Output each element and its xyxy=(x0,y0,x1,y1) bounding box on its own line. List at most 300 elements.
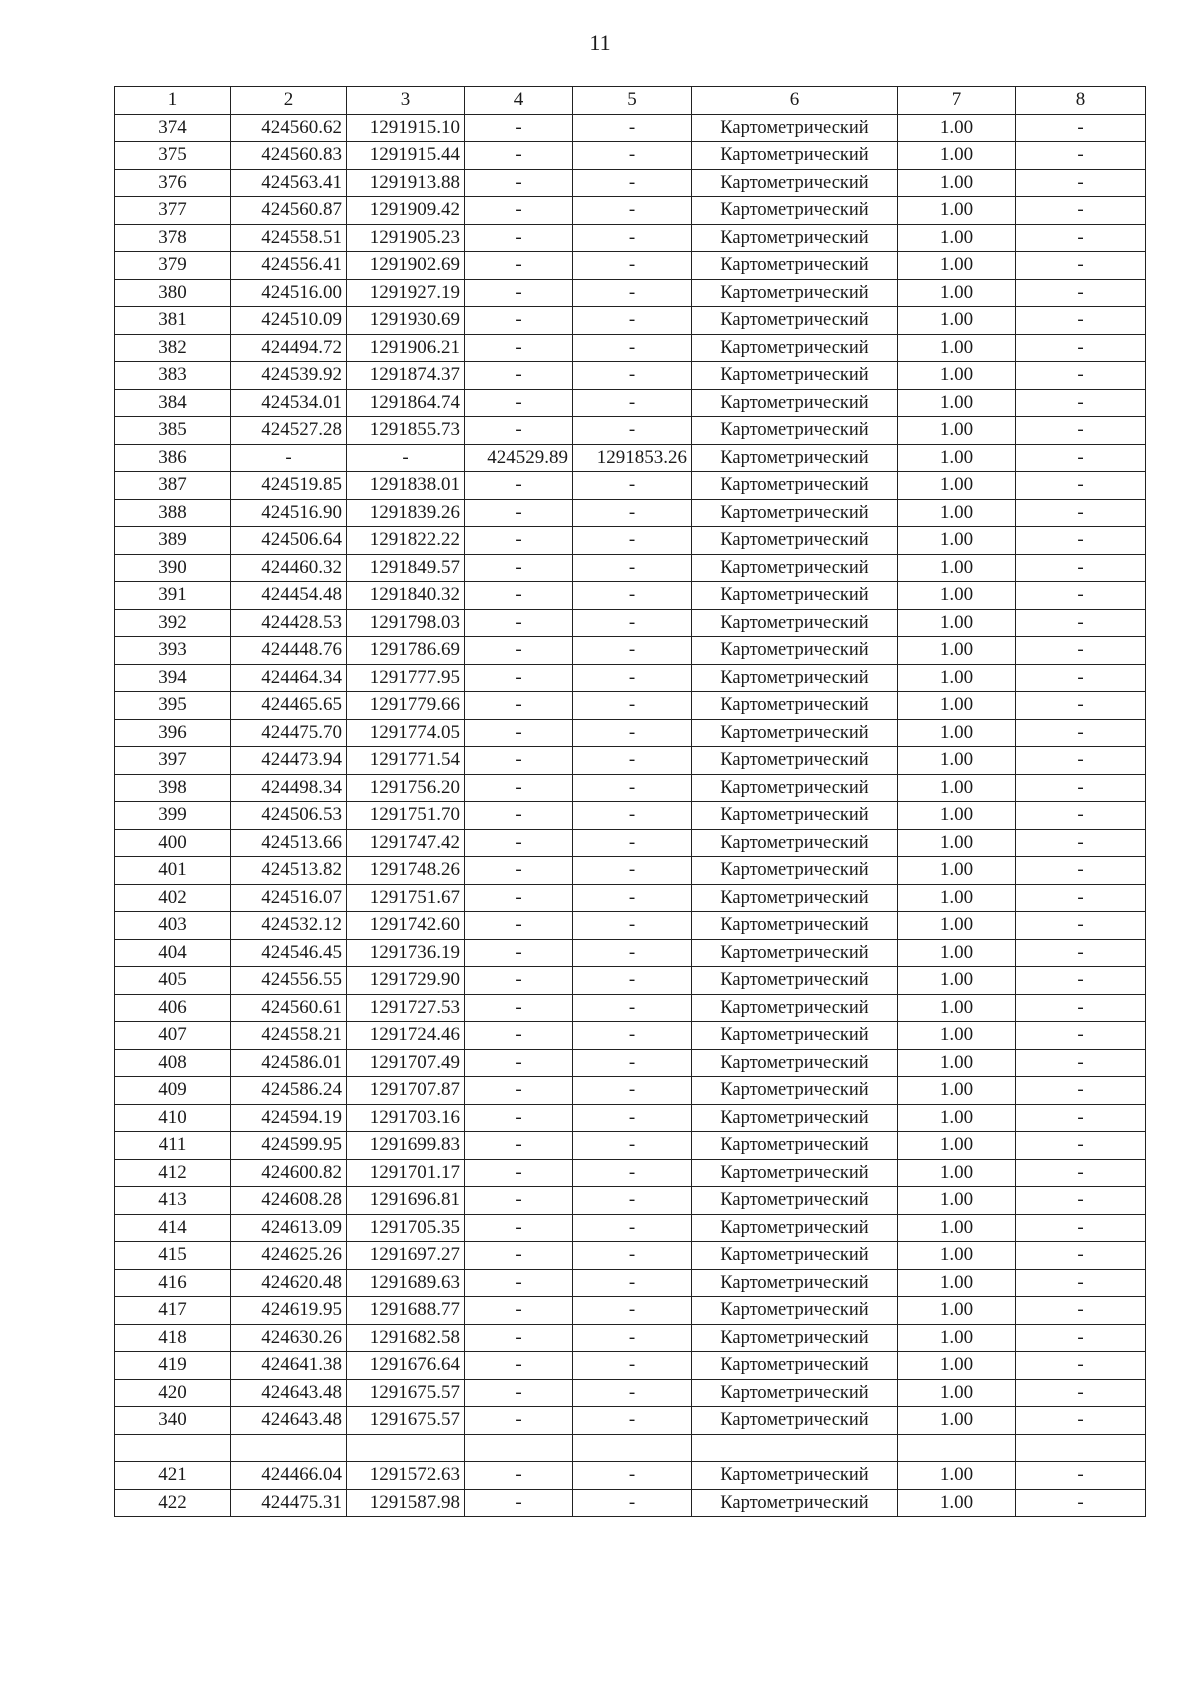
table-cell: 424641.38 xyxy=(231,1352,347,1380)
table-cell: 1.00 xyxy=(898,884,1016,912)
table-cell: Картометрический xyxy=(692,829,898,857)
table-cell: 1291705.35 xyxy=(347,1214,465,1242)
table-cell: - xyxy=(573,1489,692,1517)
table-cell: - xyxy=(573,692,692,720)
table-row xyxy=(115,1379,1146,1407)
table-cell: 374 xyxy=(115,114,231,142)
table-row xyxy=(115,1434,1146,1462)
table-cell: 1.00 xyxy=(898,527,1016,555)
table-cell: 1291771.54 xyxy=(347,747,465,775)
table-cell: 404 xyxy=(115,939,231,967)
table-cell: Картометрический xyxy=(692,1379,898,1407)
table-cell: - xyxy=(573,472,692,500)
table-cell: 383 xyxy=(115,362,231,390)
table-cell: - xyxy=(573,637,692,665)
table-cell xyxy=(231,1434,347,1462)
table-cell: - xyxy=(1016,1324,1146,1352)
table-cell: - xyxy=(573,774,692,802)
table-cell: 380 xyxy=(115,279,231,307)
table-cell: 424519.85 xyxy=(231,472,347,500)
table-cell: - xyxy=(465,197,573,225)
table-cell: 407 xyxy=(115,1022,231,1050)
table-row xyxy=(115,857,1146,885)
table-cell: 394 xyxy=(115,664,231,692)
table-cell: 1291688.77 xyxy=(347,1297,465,1325)
table-cell: Картометрический xyxy=(692,114,898,142)
table-cell: - xyxy=(1016,912,1146,940)
table-cell: - xyxy=(465,939,573,967)
table-cell: 398 xyxy=(115,774,231,802)
table-cell: 1.00 xyxy=(898,444,1016,472)
table-cell: 424613.09 xyxy=(231,1214,347,1242)
table-cell: 1.00 xyxy=(898,362,1016,390)
table-cell: - xyxy=(573,719,692,747)
table-cell: Картометрический xyxy=(692,1022,898,1050)
table-cell: 1.00 xyxy=(898,664,1016,692)
table-cell: 424586.24 xyxy=(231,1077,347,1105)
table-cell: - xyxy=(573,912,692,940)
table-row xyxy=(115,774,1146,802)
table-cell: 1291729.90 xyxy=(347,967,465,995)
table-row xyxy=(115,692,1146,720)
table-cell: - xyxy=(1016,362,1146,390)
table-cell: - xyxy=(1016,692,1146,720)
table-row xyxy=(115,1077,1146,1105)
table-cell: - xyxy=(1016,1297,1146,1325)
table-cell: - xyxy=(1016,994,1146,1022)
table-cell: 387 xyxy=(115,472,231,500)
table-cell: - xyxy=(1016,527,1146,555)
table-cell: Картометрический xyxy=(692,1489,898,1517)
table-cell: - xyxy=(1016,444,1146,472)
table-cell: Картометрический xyxy=(692,472,898,500)
table-cell: - xyxy=(573,1297,692,1325)
table-cell: - xyxy=(573,1379,692,1407)
table-cell: Картометрический xyxy=(692,1077,898,1105)
table-row xyxy=(115,334,1146,362)
column-header: 2 xyxy=(231,87,347,115)
table-cell: 1291855.73 xyxy=(347,417,465,445)
table-cell: - xyxy=(1016,664,1146,692)
table-cell: 424428.53 xyxy=(231,609,347,637)
coordinates-table xyxy=(114,86,1146,1517)
table-cell: - xyxy=(1016,1132,1146,1160)
table-row xyxy=(115,802,1146,830)
table-cell: 424534.01 xyxy=(231,389,347,417)
table-cell: 412 xyxy=(115,1159,231,1187)
table-cell: - xyxy=(573,802,692,830)
table-cell: 1291777.95 xyxy=(347,664,465,692)
table-cell: 1291682.58 xyxy=(347,1324,465,1352)
table-cell: - xyxy=(1016,1352,1146,1380)
table-cell: 1.00 xyxy=(898,637,1016,665)
table-cell: Картометрический xyxy=(692,1352,898,1380)
table-cell: - xyxy=(465,1269,573,1297)
table-cell: - xyxy=(465,692,573,720)
table-cell: - xyxy=(465,1132,573,1160)
table-cell xyxy=(347,1434,465,1462)
table-cell: Картометрический xyxy=(692,417,898,445)
table-cell: 1291905.23 xyxy=(347,224,465,252)
table-cell: 1291748.26 xyxy=(347,857,465,885)
table-row xyxy=(115,1462,1146,1490)
table-cell: - xyxy=(465,417,573,445)
table-row xyxy=(115,307,1146,335)
table-row xyxy=(115,912,1146,940)
table-cell: - xyxy=(1016,1489,1146,1517)
table-row xyxy=(115,417,1146,445)
table-row xyxy=(115,527,1146,555)
table-cell: 1291774.05 xyxy=(347,719,465,747)
table-cell: - xyxy=(573,1214,692,1242)
table-cell: 1291906.21 xyxy=(347,334,465,362)
table-cell: - xyxy=(1016,719,1146,747)
table-row xyxy=(115,197,1146,225)
table-cell: 424558.51 xyxy=(231,224,347,252)
table-cell: 1.00 xyxy=(898,829,1016,857)
table-cell: 389 xyxy=(115,527,231,555)
table-cell: 1.00 xyxy=(898,389,1016,417)
table-cell: - xyxy=(465,1297,573,1325)
table-cell: - xyxy=(465,472,573,500)
table-cell: 1.00 xyxy=(898,1462,1016,1490)
table-row xyxy=(115,994,1146,1022)
table-cell: 416 xyxy=(115,1269,231,1297)
table-cell xyxy=(692,1434,898,1462)
table-cell: - xyxy=(573,389,692,417)
table-cell: 376 xyxy=(115,169,231,197)
table-cell: 419 xyxy=(115,1352,231,1380)
table-cell: - xyxy=(573,499,692,527)
table-cell: - xyxy=(573,609,692,637)
table-cell xyxy=(573,1434,692,1462)
table-cell: - xyxy=(465,664,573,692)
table-cell: - xyxy=(465,1022,573,1050)
table-cell: 424560.62 xyxy=(231,114,347,142)
table-cell: 424539.92 xyxy=(231,362,347,390)
table-cell: - xyxy=(1016,582,1146,610)
table-cell: - xyxy=(465,582,573,610)
table-cell: 424625.26 xyxy=(231,1242,347,1270)
table-cell: 1291696.81 xyxy=(347,1187,465,1215)
table-cell: Картометрический xyxy=(692,1159,898,1187)
table-cell: 424556.55 xyxy=(231,967,347,995)
table-cell: - xyxy=(465,499,573,527)
table-cell: - xyxy=(1016,747,1146,775)
table-cell: 1291864.74 xyxy=(347,389,465,417)
table-cell: - xyxy=(1016,1379,1146,1407)
table-cell: - xyxy=(573,939,692,967)
table-cell: - xyxy=(573,1022,692,1050)
table-cell: 1.00 xyxy=(898,1269,1016,1297)
table-cell: - xyxy=(465,279,573,307)
table-cell: 395 xyxy=(115,692,231,720)
table-cell: Картометрический xyxy=(692,197,898,225)
table-cell: - xyxy=(465,1049,573,1077)
table-cell: 415 xyxy=(115,1242,231,1270)
table-cell: - xyxy=(347,444,465,472)
table-cell: 1291849.57 xyxy=(347,554,465,582)
table-cell: 1.00 xyxy=(898,857,1016,885)
table-cell: 424643.48 xyxy=(231,1379,347,1407)
table-row xyxy=(115,554,1146,582)
table-cell: - xyxy=(465,1077,573,1105)
table-cell: - xyxy=(573,1077,692,1105)
table-cell: 424546.45 xyxy=(231,939,347,967)
table-cell: 1.00 xyxy=(898,1132,1016,1160)
table-cell: 424608.28 xyxy=(231,1187,347,1215)
table-cell: Картометрический xyxy=(692,609,898,637)
table-cell: 390 xyxy=(115,554,231,582)
table-cell: Картометрический xyxy=(692,802,898,830)
table-cell: 422 xyxy=(115,1489,231,1517)
table-cell: 1.00 xyxy=(898,334,1016,362)
table-cell: - xyxy=(573,829,692,857)
table-row xyxy=(115,279,1146,307)
page-number: 11 xyxy=(589,30,611,55)
table-cell: 413 xyxy=(115,1187,231,1215)
table-cell: - xyxy=(465,1214,573,1242)
table-cell: - xyxy=(573,169,692,197)
table-cell: 1.00 xyxy=(898,1049,1016,1077)
table-cell xyxy=(1016,1434,1146,1462)
table-cell: 379 xyxy=(115,252,231,280)
table-cell: Картометрический xyxy=(692,1462,898,1490)
table-cell: - xyxy=(1016,1049,1146,1077)
table-cell: 1.00 xyxy=(898,994,1016,1022)
table-cell: - xyxy=(1016,334,1146,362)
table-cell: - xyxy=(465,1352,573,1380)
table-cell: 1291874.37 xyxy=(347,362,465,390)
table-cell: 424532.12 xyxy=(231,912,347,940)
table-cell: 377 xyxy=(115,197,231,225)
table-cell: 424506.64 xyxy=(231,527,347,555)
table-cell: Картометрический xyxy=(692,637,898,665)
table-row xyxy=(115,747,1146,775)
table-cell: 424454.48 xyxy=(231,582,347,610)
table-cell: Картометрический xyxy=(692,279,898,307)
table-cell: Картометрический xyxy=(692,169,898,197)
column-header: 5 xyxy=(573,87,692,115)
table-cell: - xyxy=(1016,252,1146,280)
table-cell: 1.00 xyxy=(898,554,1016,582)
table-cell: 424560.87 xyxy=(231,197,347,225)
table-cell: 424506.53 xyxy=(231,802,347,830)
table-cell: - xyxy=(1016,279,1146,307)
table-cell: 1291838.01 xyxy=(347,472,465,500)
table-cell: 1291701.17 xyxy=(347,1159,465,1187)
table-cell: 410 xyxy=(115,1104,231,1132)
table-cell: 1291689.63 xyxy=(347,1269,465,1297)
table-cell: Картометрический xyxy=(692,224,898,252)
table-cell: 424529.89 xyxy=(465,444,573,472)
table-cell: 1.00 xyxy=(898,169,1016,197)
table-cell: 378 xyxy=(115,224,231,252)
table-cell: - xyxy=(465,1187,573,1215)
table-cell: - xyxy=(1016,1187,1146,1215)
table-cell: 408 xyxy=(115,1049,231,1077)
table-cell: - xyxy=(465,1462,573,1490)
table-cell: 396 xyxy=(115,719,231,747)
table-cell: 424556.41 xyxy=(231,252,347,280)
table-cell: - xyxy=(231,444,347,472)
table-cell: - xyxy=(573,527,692,555)
table-cell: 424516.90 xyxy=(231,499,347,527)
table-cell: 1291913.88 xyxy=(347,169,465,197)
table-cell: Картометрический xyxy=(692,1324,898,1352)
table-cell: - xyxy=(573,554,692,582)
table-cell: - xyxy=(1016,472,1146,500)
column-header: 3 xyxy=(347,87,465,115)
table-cell: - xyxy=(1016,1407,1146,1435)
table-cell: - xyxy=(465,1324,573,1352)
table-cell: 405 xyxy=(115,967,231,995)
table-row xyxy=(115,1269,1146,1297)
table-cell: - xyxy=(465,142,573,170)
table-cell: 1291779.66 xyxy=(347,692,465,720)
table-cell: 386 xyxy=(115,444,231,472)
table-cell: - xyxy=(573,224,692,252)
table-cell: 424466.04 xyxy=(231,1462,347,1490)
table-row xyxy=(115,939,1146,967)
table-cell: 1.00 xyxy=(898,307,1016,335)
column-header: 4 xyxy=(465,87,573,115)
table-cell: Картометрический xyxy=(692,857,898,885)
table-cell: 1.00 xyxy=(898,1187,1016,1215)
table-cell: 1291587.98 xyxy=(347,1489,465,1517)
table-cell: 406 xyxy=(115,994,231,1022)
table-cell: - xyxy=(573,142,692,170)
table-cell: - xyxy=(1016,1022,1146,1050)
table-cell: - xyxy=(573,884,692,912)
table-cell: - xyxy=(573,197,692,225)
table-cell: - xyxy=(1016,554,1146,582)
table-cell: 397 xyxy=(115,747,231,775)
table-cell: 1291747.42 xyxy=(347,829,465,857)
table-cell: Картометрический xyxy=(692,499,898,527)
table-row xyxy=(115,829,1146,857)
table-cell: - xyxy=(573,1242,692,1270)
table-cell: 1291930.69 xyxy=(347,307,465,335)
table-cell: - xyxy=(573,417,692,445)
table-cell: 1.00 xyxy=(898,1242,1016,1270)
table-cell: 1.00 xyxy=(898,417,1016,445)
table-cell: 424600.82 xyxy=(231,1159,347,1187)
table-cell: - xyxy=(465,307,573,335)
table-cell: Картометрический xyxy=(692,884,898,912)
table-row xyxy=(115,1352,1146,1380)
table-cell: - xyxy=(1016,939,1146,967)
table-cell: - xyxy=(1016,499,1146,527)
table-cell: - xyxy=(465,169,573,197)
table-cell: - xyxy=(1016,142,1146,170)
table-cell: Картометрический xyxy=(692,1407,898,1435)
table-cell: 1.00 xyxy=(898,747,1016,775)
table-cell: 402 xyxy=(115,884,231,912)
table-cell: 1291697.27 xyxy=(347,1242,465,1270)
table-cell: Картометрический xyxy=(692,1297,898,1325)
table-cell: 424527.28 xyxy=(231,417,347,445)
table-cell: 1.00 xyxy=(898,1214,1016,1242)
table-cell: 1291751.67 xyxy=(347,884,465,912)
table-cell: 1.00 xyxy=(898,197,1016,225)
table-cell: Картометрический xyxy=(692,307,898,335)
table-header-row xyxy=(115,87,1146,115)
table-cell: 1.00 xyxy=(898,252,1016,280)
table-cell: 418 xyxy=(115,1324,231,1352)
table-cell: 375 xyxy=(115,142,231,170)
table-cell: 1.00 xyxy=(898,472,1016,500)
table-row xyxy=(115,582,1146,610)
table-cell: - xyxy=(573,1352,692,1380)
table-cell: 1.00 xyxy=(898,967,1016,995)
table-cell xyxy=(115,1434,231,1462)
table-cell: 381 xyxy=(115,307,231,335)
table-row xyxy=(115,1159,1146,1187)
table-row xyxy=(115,967,1146,995)
table-row xyxy=(115,472,1146,500)
table-cell: 1.00 xyxy=(898,609,1016,637)
table-row xyxy=(115,444,1146,472)
table-cell: Картометрический xyxy=(692,527,898,555)
table-cell: Картометрический xyxy=(692,939,898,967)
table-cell xyxy=(898,1434,1016,1462)
table-cell: 1.00 xyxy=(898,1297,1016,1325)
table-cell: - xyxy=(573,279,692,307)
table-cell: Картометрический xyxy=(692,967,898,995)
table-cell: 424599.95 xyxy=(231,1132,347,1160)
column-header: 7 xyxy=(898,87,1016,115)
table-cell: 1291840.32 xyxy=(347,582,465,610)
table-cell: - xyxy=(1016,967,1146,995)
table-cell: Картометрический xyxy=(692,582,898,610)
table-cell: 1291742.60 xyxy=(347,912,465,940)
table-cell: Картометрический xyxy=(692,362,898,390)
table-cell: - xyxy=(465,1489,573,1517)
column-header: 1 xyxy=(115,87,231,115)
table-cell: - xyxy=(573,1104,692,1132)
table-row xyxy=(115,1049,1146,1077)
table-cell: 1.00 xyxy=(898,912,1016,940)
table-cell: - xyxy=(465,802,573,830)
table-cell: 384 xyxy=(115,389,231,417)
table-cell: 1.00 xyxy=(898,802,1016,830)
table-cell: Картометрический xyxy=(692,1049,898,1077)
table-cell: 1.00 xyxy=(898,692,1016,720)
table-cell: - xyxy=(465,1242,573,1270)
table-cell: 424594.19 xyxy=(231,1104,347,1132)
table-cell: 1291703.16 xyxy=(347,1104,465,1132)
table-cell: 1291675.57 xyxy=(347,1407,465,1435)
table-cell: 403 xyxy=(115,912,231,940)
table-cell: Картометрический xyxy=(692,912,898,940)
table-cell: 1291676.64 xyxy=(347,1352,465,1380)
table-cell: 1291675.57 xyxy=(347,1379,465,1407)
table-cell: - xyxy=(465,1104,573,1132)
table-cell: - xyxy=(465,527,573,555)
table-cell: 424563.41 xyxy=(231,169,347,197)
table-cell: - xyxy=(465,912,573,940)
table-cell: - xyxy=(573,582,692,610)
table-cell: - xyxy=(1016,857,1146,885)
table-cell: - xyxy=(465,637,573,665)
table-cell: 421 xyxy=(115,1462,231,1490)
table-cell: 1291786.69 xyxy=(347,637,465,665)
table-cell: 1291736.19 xyxy=(347,939,465,967)
table-cell: 1.00 xyxy=(898,142,1016,170)
table-cell: 424473.94 xyxy=(231,747,347,775)
table-cell: - xyxy=(573,967,692,995)
